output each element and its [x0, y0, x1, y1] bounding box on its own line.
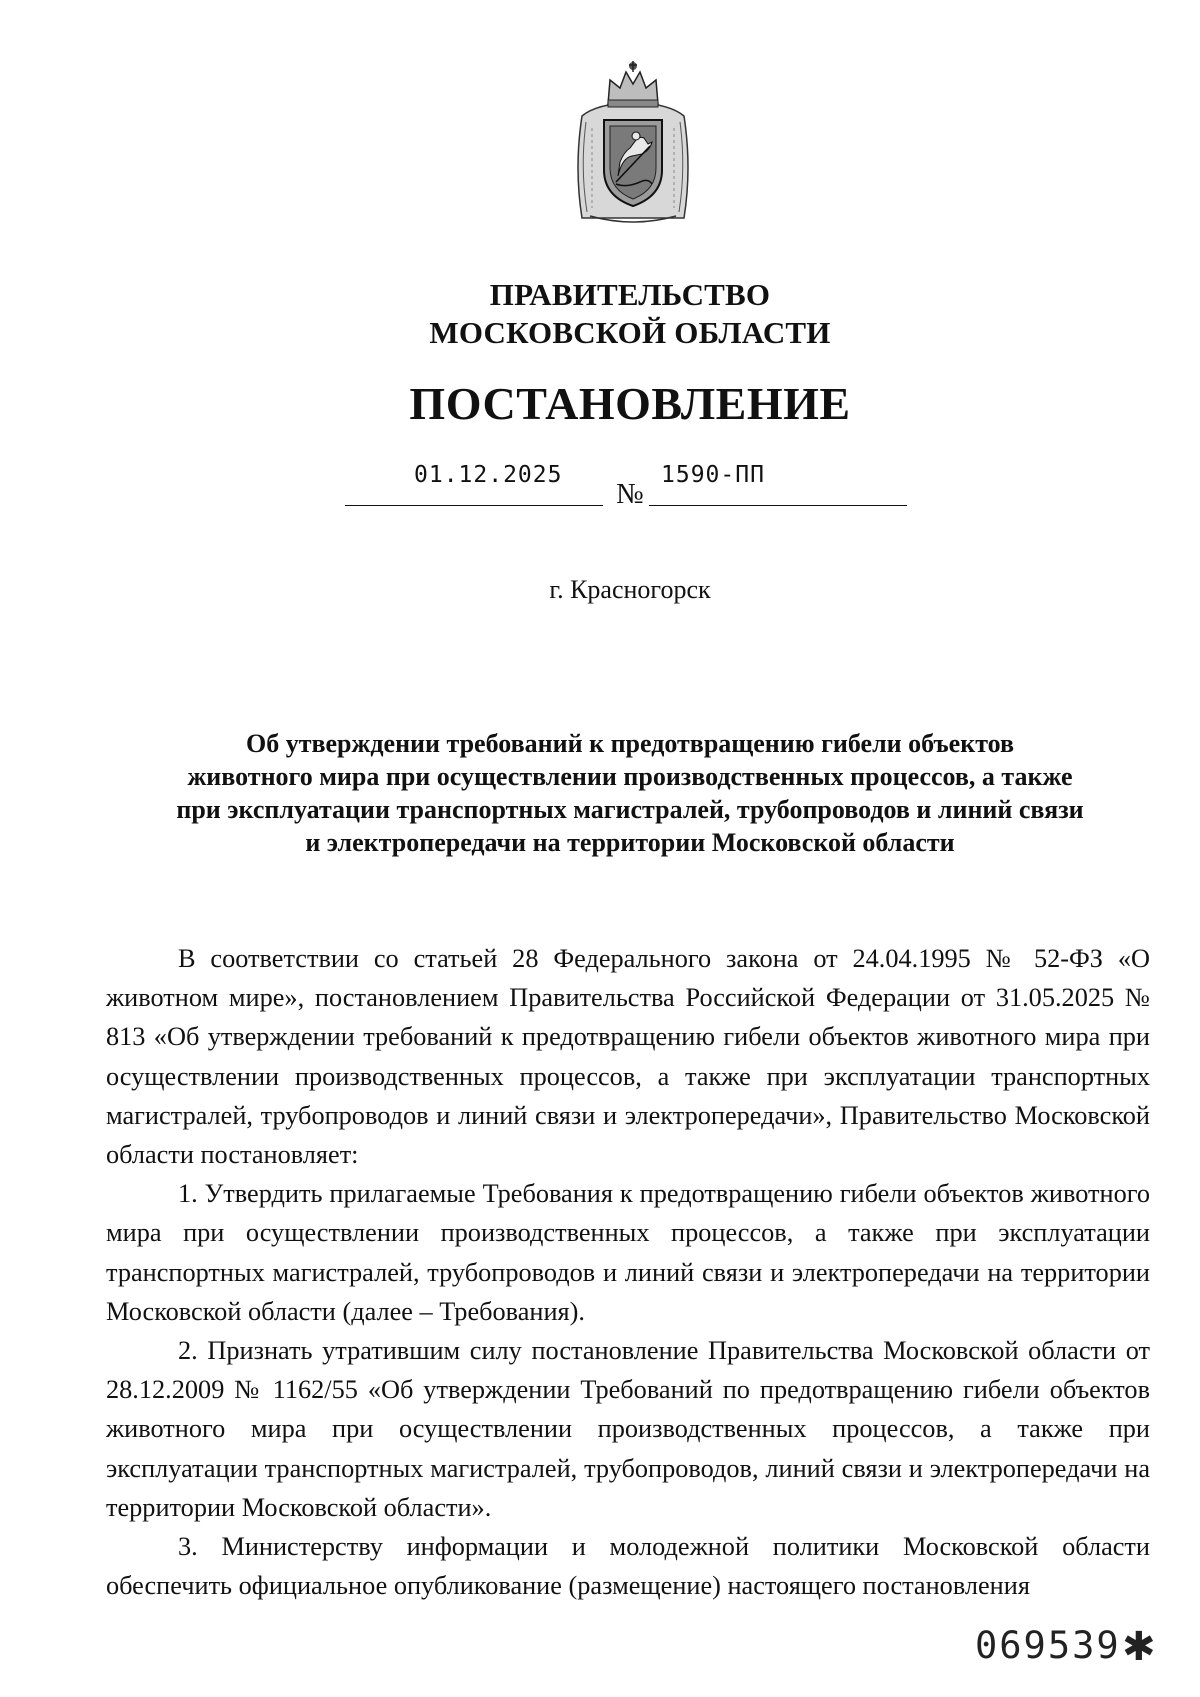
number-underline: [649, 505, 907, 506]
document-number: 1590-ПП: [661, 462, 765, 488]
clause-paragraph-3: 3. Министерству информации и молодежной политики Московской области обеспечить официальное опубликование (размещение) настоящего постановления: [106, 1532, 1150, 1601]
subject-line: животного мира при осуществлении производственных процессов, а также: [187, 762, 1073, 791]
city-name: г. Красногорск: [549, 575, 711, 604]
subject-line: и электропередачи на территории Московской области: [305, 828, 955, 857]
clause-paragraph-2: 2. Признать утратившим силу постановление Правительства Московской области от 28.12.2009 № 1162/55 «Об утверждении Требований по предотвращению гибели объектов животного мира при осуществлении производственных процессов, а также при эксплуатации транспортных магистралей, трубопроводов, линий связи и электропередачи на территории Московской области».: [106, 1336, 1150, 1522]
organization-name-line2: МОСКОВСКОЙ ОБЛАСТИ: [429, 315, 831, 350]
date-underline: [345, 505, 603, 506]
document-date: 01.12.2025: [414, 462, 563, 488]
organization-name-line1: ПРАВИТЕЛЬСТВО: [489, 277, 771, 312]
form-serial-number: 069539: [975, 1624, 1121, 1667]
subject-line: при эксплуатации транспортных магистралей, трубопроводов и линий связи: [176, 795, 1084, 824]
subject-line: Об утверждении требований к предотвращению гибели объектов: [245, 729, 1015, 758]
clause-paragraph-1: 1. Утвердить прилагаемые Требования к предотвращению гибели объектов животного мира при осуществлении производственных процессов, а также при эксплуатации транспортных магистралей, трубопроводов и линий связи и электропередачи на территории Московской области (далее – Требования).: [106, 1179, 1150, 1326]
document-type-title: ПОСТАНОВЛЕНИЕ: [409, 378, 851, 429]
preamble-paragraph: В соответствии со статьей 28 Федерального закона от 24.04.1995 № 52-ФЗ «О животном мире», постановлением Правительства Российской Федерации от 31.05.2025 № 813 «Об утверждении требований к предотвращению гибели объектов животного мира при осуществлении производственных процессов, а также при эксплуатации транспортных магистралей, трубопроводов и линий связи и электропередачи», Правительство Московской области постановляет:: [106, 944, 1150, 1170]
document-subject: [110, 727, 1150, 859]
number-sign: №: [616, 478, 644, 510]
coat-of-arms-icon: [570, 58, 696, 228]
form-mark-icon: ✱: [1122, 1624, 1156, 1670]
document-body: [106, 939, 1150, 1605]
